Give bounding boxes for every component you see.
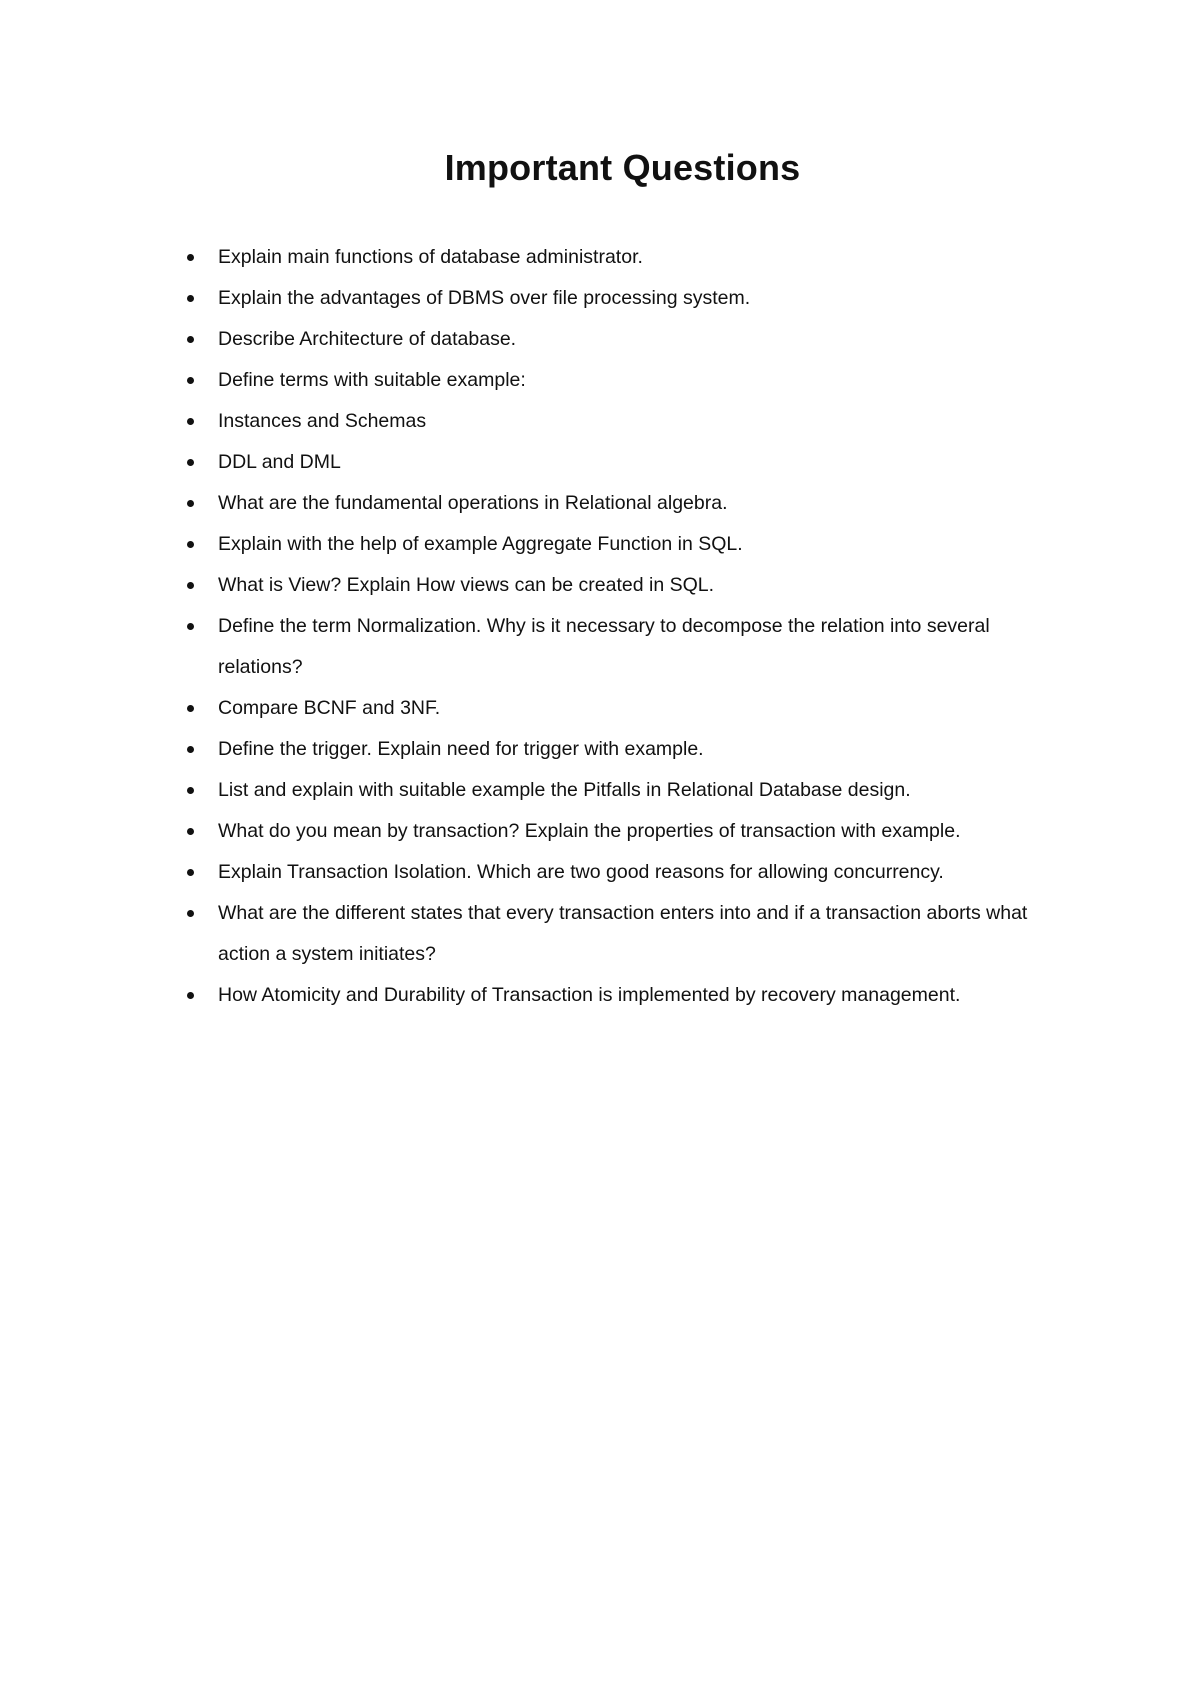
question-list bbox=[170, 237, 1050, 1016]
question-text: DDL and DML bbox=[218, 451, 341, 473]
question-text: Explain Transaction Isolation. Which are two good reasons for allowing concurrency. bbox=[218, 861, 944, 883]
bullet-icon bbox=[187, 828, 194, 835]
question-item bbox=[170, 237, 1050, 278]
bullet-icon bbox=[187, 418, 194, 425]
bullet-icon bbox=[187, 254, 194, 261]
question-text: What do you mean by transaction? Explain the properties of transaction with example. bbox=[218, 820, 961, 842]
page-title: Important Questions bbox=[444, 147, 801, 188]
question-text: Explain the advantages of DBMS over file processing system. bbox=[218, 287, 751, 309]
question-text: Define the term Normalization. Why is it necessary to decompose the relation into several relations? bbox=[218, 615, 990, 678]
question-text: Compare BCNF and 3NF. bbox=[218, 697, 441, 719]
question-text: Explain main functions of database administrator. bbox=[218, 246, 643, 268]
bullet-icon bbox=[187, 377, 194, 384]
bullet-icon bbox=[187, 295, 194, 302]
question-item bbox=[170, 442, 1050, 483]
question-text: How Atomicity and Durability of Transaction is implemented by recovery management. bbox=[218, 984, 961, 1006]
question-text: Explain with the help of example Aggregate Function in SQL. bbox=[218, 533, 743, 555]
question-item bbox=[170, 811, 1050, 852]
question-item bbox=[170, 893, 1050, 975]
bullet-icon bbox=[187, 459, 194, 466]
bullet-icon bbox=[187, 336, 194, 343]
bullet-icon bbox=[187, 623, 194, 630]
bullet-icon bbox=[187, 992, 194, 999]
question-text: Define the trigger. Explain need for trigger with example. bbox=[218, 738, 704, 760]
question-item bbox=[170, 319, 1050, 360]
question-item bbox=[170, 278, 1050, 319]
question-item bbox=[170, 729, 1050, 770]
bullet-icon bbox=[187, 705, 194, 712]
bullet-icon bbox=[187, 500, 194, 507]
bullet-icon bbox=[187, 869, 194, 876]
bullet-icon bbox=[187, 910, 194, 917]
question-item bbox=[170, 852, 1050, 893]
question-item bbox=[170, 401, 1050, 442]
question-item bbox=[170, 606, 1050, 688]
question-text: What are the different states that every transaction enters into and if a transaction aborts what action a system initiates? bbox=[218, 902, 1028, 965]
question-item bbox=[170, 483, 1050, 524]
question-item bbox=[170, 688, 1050, 729]
bullet-icon bbox=[187, 582, 194, 589]
question-text: What is View? Explain How views can be created in SQL. bbox=[218, 574, 715, 596]
bullet-icon bbox=[187, 787, 194, 794]
question-item bbox=[170, 524, 1050, 565]
bullet-icon bbox=[187, 746, 194, 753]
question-item bbox=[170, 770, 1050, 811]
question-text: Define terms with suitable example: bbox=[218, 369, 526, 391]
question-item bbox=[170, 975, 1050, 1016]
bullet-icon bbox=[187, 541, 194, 548]
question-item bbox=[170, 360, 1050, 401]
question-item bbox=[170, 565, 1050, 606]
question-text: Instances and Schemas bbox=[218, 410, 427, 432]
question-text: Describe Architecture of database. bbox=[218, 328, 517, 350]
question-text: What are the fundamental operations in Relational algebra. bbox=[218, 492, 728, 514]
question-text: List and explain with suitable example the Pitfalls in Relational Database design. bbox=[218, 779, 911, 801]
